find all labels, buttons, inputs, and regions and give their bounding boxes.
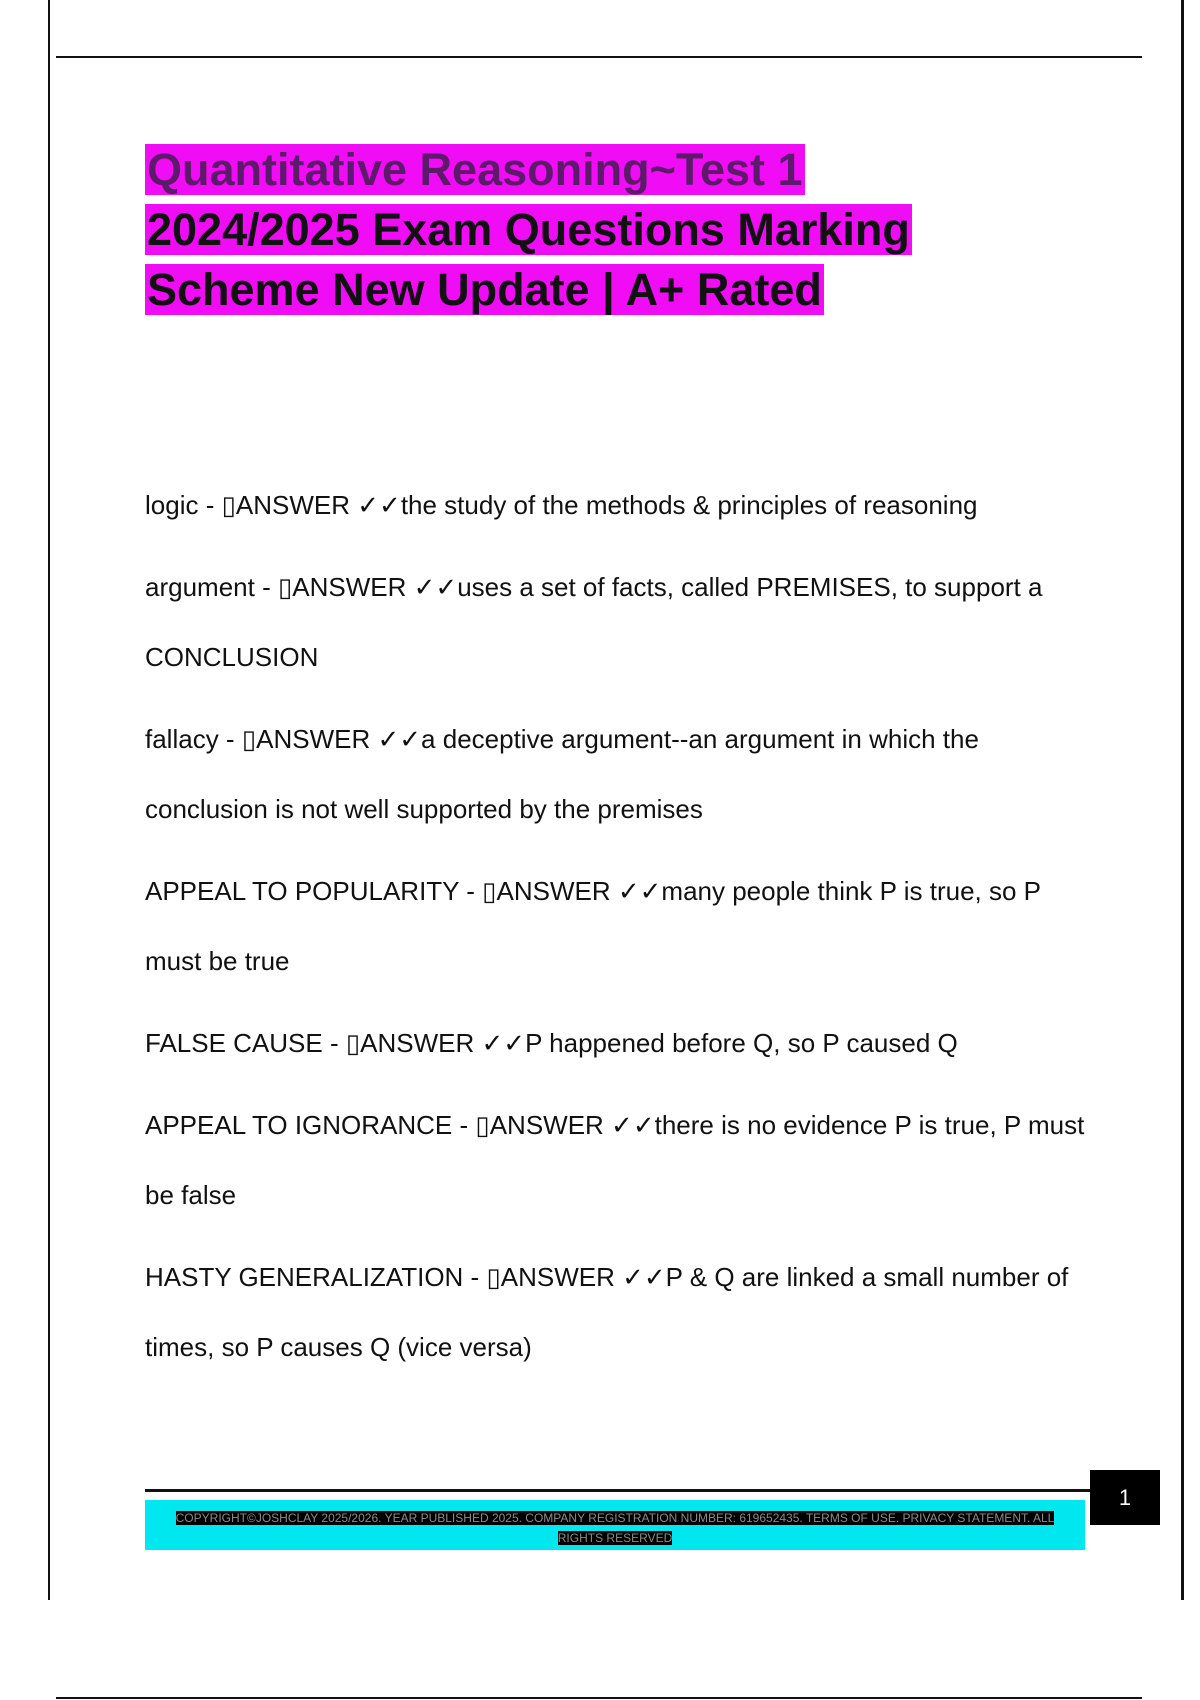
qa-item-appeal-to-ignorance [145,1090,1085,1230]
qa-term: HASTY GENERALIZATION - [145,1262,487,1292]
answer-marker: ▯ANSWER ✓✓ [475,1110,655,1140]
copyright-notice: COPYRIGHT©JOSHCLAY 2025/2026. YEAR PUBLISHED 2025. COMPANY REGISTRATION NUMBER: 619652435. TERMS OF USE. PRIVACY STATEMENT. ALL RIGHTS RESERVED [175,1511,1055,1545]
document-title [145,140,1045,320]
qa-definition: many people think P is true, so P must be true [145,876,1041,976]
title-line-1: Quantitative Reasoning~Test 1 [147,144,803,195]
qa-term: logic - [145,490,222,520]
qa-definition: there is no evidence P is true, P must be false [145,1110,1085,1210]
page-number: 1 [1090,1470,1160,1525]
qa-term: APPEAL TO IGNORANCE - [145,1110,476,1140]
qa-item-hasty-generalization [145,1242,1085,1382]
qa-definition: P happened before Q, so P caused Q [525,1028,958,1058]
qa-list [145,470,1085,1394]
footer-band [145,1500,1085,1550]
qa-definition: uses a set of facts, called PREMISES, to support a CONCLUSION [145,572,1043,672]
answer-marker: ▯ANSWER ✓✓ [482,876,662,906]
footer-rule [145,1489,1090,1492]
qa-term: argument - [145,572,278,602]
qa-term: fallacy - [145,724,242,754]
qa-item-false-cause [145,1008,1085,1078]
title-line-2: 2024/2025 Exam Questions Marking [147,204,910,255]
page-border-right [1181,0,1184,1600]
qa-definition: the study of the methods & principles of reasoning [400,490,978,520]
title-line-3: Scheme New Update | A+ Rated [147,264,822,315]
answer-marker: ▯ANSWER ✓✓ [277,572,458,602]
answer-marker: ▯ANSWER ✓✓ [486,1262,666,1292]
qa-term: APPEAL TO POPULARITY - [145,876,483,906]
qa-item-appeal-to-popularity [145,856,1085,996]
qa-item-argument [145,552,1085,692]
qa-definition: a deceptive argument--an argument in which the conclusion is not well supported by the premises [145,724,979,824]
qa-definition: P & Q are linked a small number of times, so P causes Q (vice versa) [145,1262,1069,1362]
qa-item-logic [145,470,1085,540]
page-bottom-rule [56,1697,1142,1699]
qa-item-fallacy [145,704,1085,844]
answer-marker: ▯ANSWER ✓✓ [221,490,401,520]
answer-marker: ▯ANSWER ✓✓ [241,724,422,754]
page-border-left [48,0,50,1600]
answer-marker: ▯ANSWER ✓✓ [345,1028,526,1058]
header-rule [56,56,1142,58]
qa-term: FALSE CAUSE - [145,1028,346,1058]
